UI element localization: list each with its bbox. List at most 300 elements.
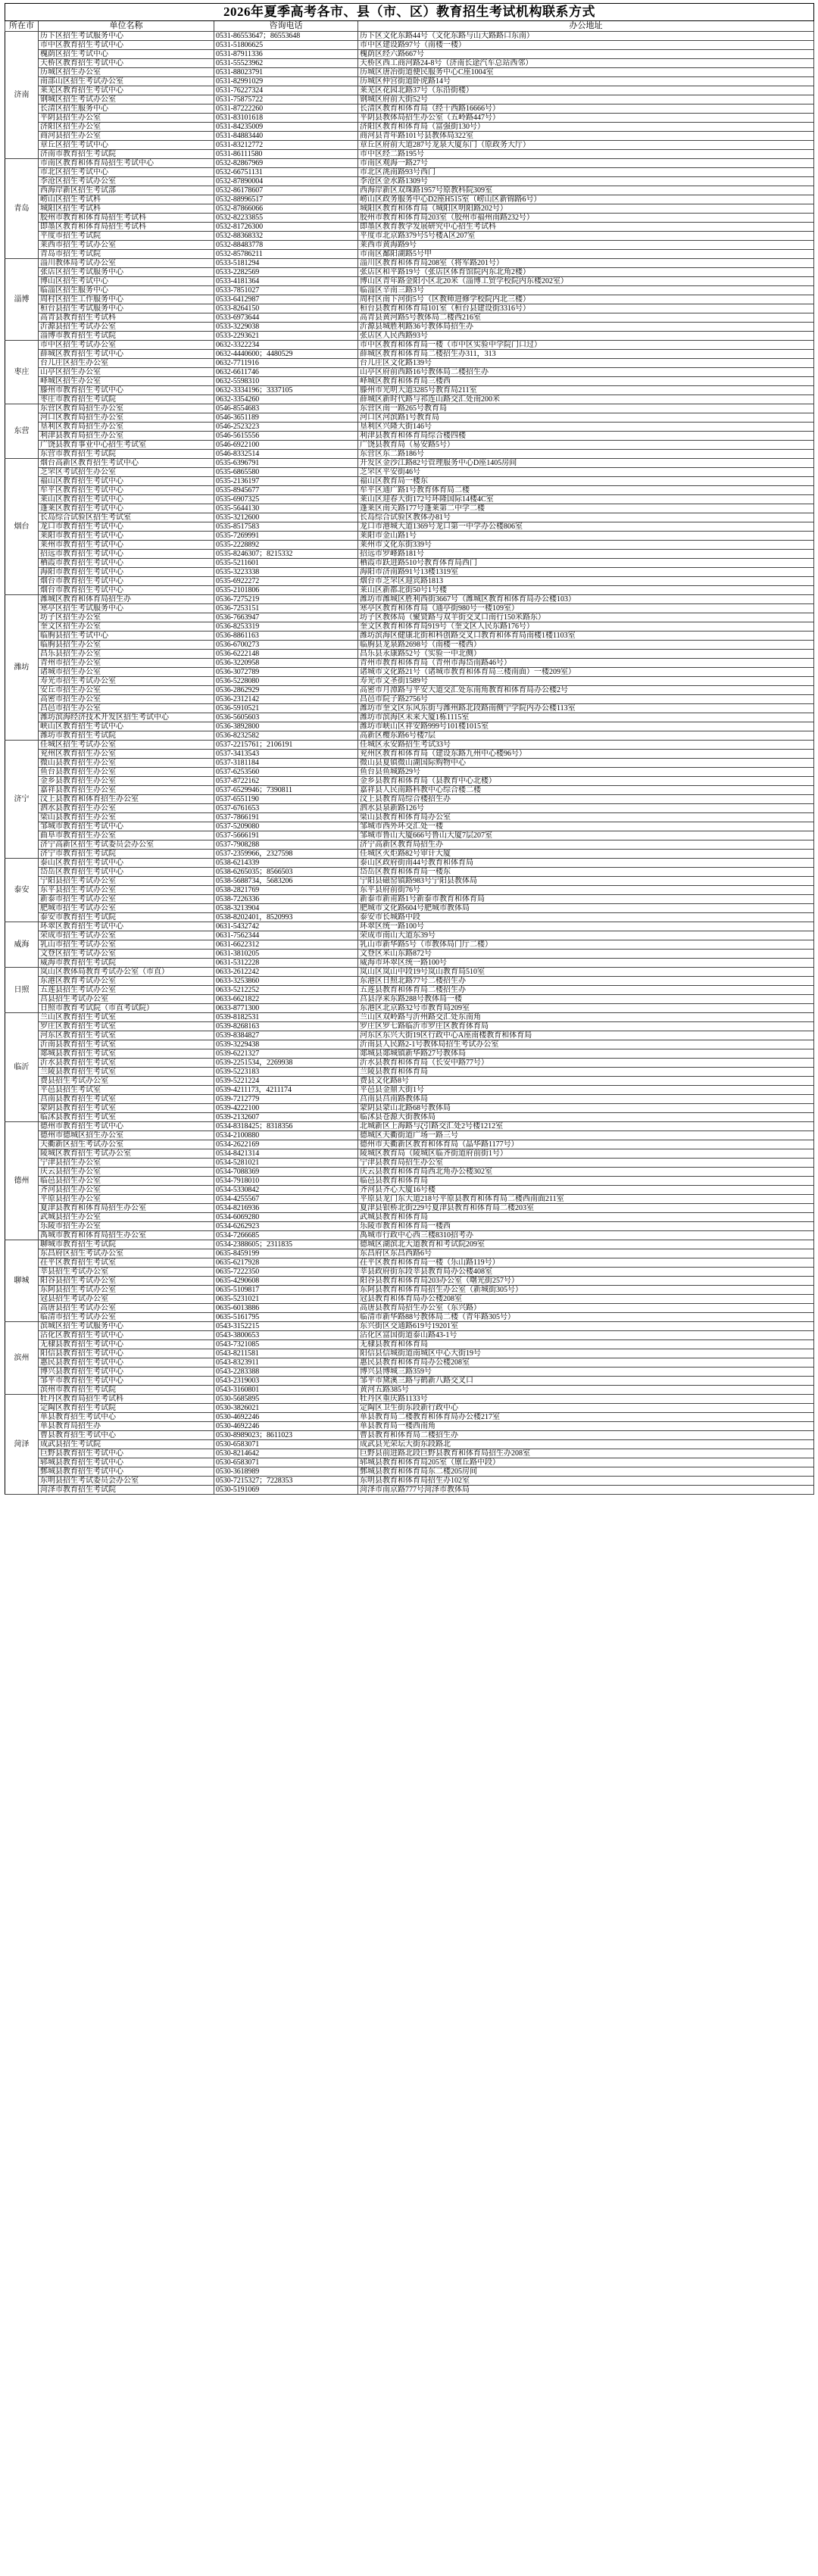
unit-name-cell: 东平县招生考试办公室	[39, 886, 214, 895]
unit-name-cell: 临朐县招生办公室	[39, 641, 214, 650]
phone-cell: 0536-5228080	[214, 677, 358, 686]
table-row	[5, 522, 814, 532]
phone-cell: 0531-86553647；86553648	[214, 32, 358, 41]
address-cell: 沂南县人民路2-1号教体局招生考试办公室	[358, 1040, 814, 1049]
table-row	[5, 1049, 814, 1059]
phone-cell: 0539-7212779	[214, 1095, 358, 1104]
table-row	[5, 668, 814, 677]
unit-name-cell: 莒南县教育招生考试室	[39, 1095, 214, 1104]
column-header-address: 办公地址	[358, 21, 814, 32]
address-cell: 郓城县教育和体育局205室（廪丘路中段）	[358, 1458, 814, 1467]
unit-name-cell: 张店区招生考试服务中心	[39, 268, 214, 277]
table-row	[5, 550, 814, 559]
table-row	[5, 722, 814, 731]
table-row	[5, 1313, 814, 1322]
phone-cell: 0530-4692246	[214, 1413, 358, 1422]
unit-name-cell: 平阴县招生办公室	[39, 114, 214, 123]
address-cell: 肥城市文化路604号肥城市教体局	[358, 904, 814, 913]
address-cell: 平邑县金鼎大街1号	[358, 1086, 814, 1095]
table-row	[5, 50, 814, 59]
unit-name-cell: 菏泽市教育招生考试院	[39, 1486, 214, 1495]
phone-cell: 0536-8232582	[214, 731, 358, 741]
unit-name-cell: 蒙阴县教育招生考试室	[39, 1104, 214, 1113]
table-row	[5, 1022, 814, 1031]
table-row	[5, 1458, 814, 1467]
phone-cell: 0632-3322234	[214, 341, 358, 350]
phone-cell: 0537-3413543	[214, 750, 358, 759]
phone-cell: 0535-5211601	[214, 559, 358, 568]
address-cell: 即墨区教育教学发展研究中心招生考试科	[358, 223, 814, 232]
table-row	[5, 795, 814, 804]
address-cell: 历城区唐冶街道便民服务中心C座1004室	[358, 68, 814, 77]
phone-cell: 0533-5181294	[214, 259, 358, 268]
address-cell: 潍坊市滨海区未来大厦1栋1115室	[358, 713, 814, 722]
address-cell: 鱼台县鱼城路29号	[358, 768, 814, 777]
unit-name-cell: 阳谷县招生考试办公室	[39, 1277, 214, 1286]
table-row	[5, 959, 814, 968]
address-cell: 莱州市文化东街339号	[358, 541, 814, 550]
unit-name-cell: 泰安市教育招生考试院	[39, 913, 214, 922]
unit-name-cell: 淄博市教育招生考试院	[39, 332, 214, 341]
phone-cell: 0532-88996517	[214, 195, 358, 204]
unit-name-cell: 任城区招生考试办公室	[39, 741, 214, 750]
unit-name-cell: 新泰市招生考试办公室	[39, 895, 214, 904]
table-row	[5, 1231, 814, 1240]
table-row	[5, 1486, 814, 1495]
phone-cell: 0531-51806625	[214, 41, 358, 50]
unit-name-cell: 牡丹区教育局招生考试科	[39, 1395, 214, 1404]
table-row	[5, 922, 814, 931]
address-cell: 临淄区辛南三路3号	[358, 286, 814, 295]
address-cell: 栖霞市跃进路510号教育体育局西门	[358, 559, 814, 568]
address-cell: 平度市北京路379号5号楼A区207室	[358, 232, 814, 241]
phone-cell: 0532-86178607	[214, 186, 358, 195]
unit-name-cell: 郓城县教育招生考试中心	[39, 1458, 214, 1467]
unit-name-cell: 乳山市招生考试办公室	[39, 940, 214, 950]
phone-cell: 0536-7663947	[214, 613, 358, 622]
unit-name-cell: 莱芜区教育招生考试中心	[39, 86, 214, 95]
unit-name-cell: 博兴县教育招生考试中心	[39, 1368, 214, 1377]
contact-table	[5, 3, 814, 1495]
table-row	[5, 1204, 814, 1213]
phone-cell: 0530-5685895	[214, 1395, 358, 1404]
city-cell: 德州	[5, 1122, 39, 1240]
unit-name-cell: 商河县招生办公室	[39, 132, 214, 141]
unit-name-cell: 城阳区招生考试科	[39, 204, 214, 214]
address-cell: 蒙阴县蒙山北路68号教体局	[358, 1104, 814, 1113]
phone-cell: 0543-3160801	[214, 1386, 358, 1395]
address-cell: 泗水县泉新路126号	[358, 804, 814, 813]
phone-cell: 0536-8253319	[214, 622, 358, 632]
table-row	[5, 68, 814, 77]
phone-cell: 0532-85786211	[214, 250, 358, 259]
table-row	[5, 1177, 814, 1186]
phone-cell: 0533-6973644	[214, 313, 358, 323]
city-cell: 泰安	[5, 859, 39, 922]
unit-name-cell: 单县教育局招生办	[39, 1422, 214, 1431]
unit-name-cell: 曲阜市教育招生办公室	[39, 831, 214, 840]
unit-name-cell: 滨州市教育招生考试院	[39, 1386, 214, 1395]
city-cell: 临沂	[5, 1013, 39, 1122]
unit-name-cell: 费县招生考试办公室	[39, 1077, 214, 1086]
phone-cell: 0537-6551190	[214, 795, 358, 804]
unit-name-cell: 历城区招生办公室	[39, 68, 214, 77]
table-row	[5, 77, 814, 86]
table-row	[5, 1113, 814, 1122]
page-title: 2026年夏季高考各市、县（市、区）教育招生考试机构联系方式	[5, 4, 814, 21]
address-cell: 薛城区新时代路与祁连山路交汇处南200米	[358, 395, 814, 404]
unit-name-cell: 历下区招生考试服务中心	[39, 32, 214, 41]
address-cell: 张店区和平路19号（张店区体育馆院内东北角2楼）	[358, 268, 814, 277]
table-row	[5, 1104, 814, 1113]
city-cell: 济南	[5, 32, 39, 159]
address-cell: 利津县教育和体育局综合楼四楼	[358, 432, 814, 441]
table-row	[5, 950, 814, 959]
address-cell: 莱山区新都北街50号1号楼	[358, 586, 814, 595]
phone-cell: 0633-2612242	[214, 968, 358, 977]
address-cell: 沂水县教育和体育局（长安中路77号）	[358, 1059, 814, 1068]
unit-name-cell: 金乡县教育招生办公室	[39, 777, 214, 786]
address-cell: 陵城区教育局（陵城区临齐街道府前街1号）	[358, 1149, 814, 1159]
unit-name-cell: 武城县招生办公室	[39, 1213, 214, 1222]
phone-cell: 0534-8318425；8318356	[214, 1122, 358, 1131]
unit-name-cell: 沾化区教育招生考试中心	[39, 1331, 214, 1340]
address-cell: 无棣县教育和体育局	[358, 1340, 814, 1349]
address-cell: 罗庄区罗七路临沂市罗庄区教育体育局	[358, 1022, 814, 1031]
phone-cell: 0533-2282569	[214, 268, 358, 277]
unit-name-cell: 宁津县招生办公室	[39, 1159, 214, 1168]
unit-name-cell: 长岛综合试验区招生考试室	[39, 513, 214, 522]
table-row	[5, 459, 814, 468]
unit-name-cell: 市中区招生考试办公室	[39, 341, 214, 350]
table-row	[5, 195, 814, 204]
table-row	[5, 1149, 814, 1159]
phone-cell: 0535-2228892	[214, 541, 358, 550]
table-row	[5, 713, 814, 722]
unit-name-cell: 寒亭区招生考试服务中心	[39, 604, 214, 613]
address-cell: 潍坊市峡山区祥安路999号101楼1015室	[358, 722, 814, 731]
unit-name-cell: 梁山县教育招生办公室	[39, 813, 214, 822]
phone-cell: 0536-6222148	[214, 650, 358, 659]
unit-name-cell: 环翠区教育招生考试中心	[39, 922, 214, 931]
unit-name-cell: 芝罘区考试招生办公室	[39, 468, 214, 477]
phone-cell: 0633-6621822	[214, 995, 358, 1004]
unit-name-cell: 日照市教育考试院（市直考试院）	[39, 1004, 214, 1013]
phone-cell: 0536-7253151	[214, 604, 358, 613]
address-cell: 任城区永安路招生考试33号	[358, 741, 814, 750]
unit-name-cell: 兰陵县教育招生考试室	[39, 1068, 214, 1077]
phone-cell: 0535-3212600	[214, 513, 358, 522]
phone-cell: 0543-2283388	[214, 1368, 358, 1377]
phone-cell: 0538-5688734，5683206	[214, 877, 358, 886]
phone-cell: 0537-6761653	[214, 804, 358, 813]
unit-name-cell: 淄川教体局考试办公室	[39, 259, 214, 268]
table-row	[5, 204, 814, 214]
table-row	[5, 104, 814, 114]
address-cell: 东阿县教育和体育局招生办公室（新城街305号）	[358, 1286, 814, 1295]
phone-cell: 0632-4440600；4480529	[214, 350, 358, 359]
phone-cell: 0536-2312142	[214, 695, 358, 704]
phone-cell: 0533-3229038	[214, 323, 358, 332]
unit-name-cell: 临淄区招生服务中心	[39, 286, 214, 295]
unit-name-cell: 诸城市招生办公室	[39, 668, 214, 677]
unit-name-cell: 威海市教育招生考试院	[39, 959, 214, 968]
table-row	[5, 1368, 814, 1377]
table-row	[5, 241, 814, 250]
address-cell: 潍坊市潍城区胜利西街3667号（潍城区教育和体育局办公楼103）	[358, 595, 814, 604]
table-row	[5, 450, 814, 459]
unit-name-cell: 无棣县教育招生考试中心	[39, 1340, 214, 1349]
table-row	[5, 877, 814, 886]
address-cell: 寒亭区教育和体育局（通亭街980号一楼109室）	[358, 604, 814, 613]
unit-name-cell: 市北区招生考试中心	[39, 168, 214, 177]
table-row	[5, 759, 814, 768]
unit-name-cell: 峄城区招生办公室	[39, 377, 214, 386]
phone-cell: 0632-7711916	[214, 359, 358, 368]
unit-name-cell: 栖霞市教育招生考试中心	[39, 559, 214, 568]
phone-cell: 0534-2100880	[214, 1131, 358, 1140]
phone-cell: 0631-5432742	[214, 922, 358, 931]
phone-cell: 0531-55523962	[214, 59, 358, 68]
table-row	[5, 395, 814, 404]
phone-cell: 0546-8332514	[214, 450, 358, 459]
address-cell: 青州市教育和体育局（青州市海岱南路46号）	[358, 659, 814, 668]
address-cell: 莱芜区花园北路37号（东沿街楼）	[358, 86, 814, 95]
address-cell: 高唐县教育局招生办公室（东兴路）	[358, 1304, 814, 1313]
address-cell: 平阴县教体局招生办公室（五岭路447号）	[358, 114, 814, 123]
city-cell: 滨州	[5, 1322, 39, 1395]
unit-name-cell: 惠民县教育招生考试中心	[39, 1358, 214, 1368]
phone-cell: 0546-3651189	[214, 413, 358, 423]
unit-name-cell: 邹平市教育招生考试中心	[39, 1377, 214, 1386]
phone-cell: 0530-3826021	[214, 1404, 358, 1413]
table-row	[5, 59, 814, 68]
phone-cell: 0535-8945677	[214, 486, 358, 495]
address-cell: 河口区河滨路1号教育局	[358, 413, 814, 423]
unit-name-cell: 寿光市招生考试办公室	[39, 677, 214, 686]
address-cell: 高密市月潭路与平安大道交汇处东南角教育和体育局办公楼2号	[358, 686, 814, 695]
address-cell: 崂山区政务服务中心D2座H515室（崂山区新锦路6号）	[358, 195, 814, 204]
phone-cell: 0534-5330842	[214, 1186, 358, 1195]
table-row	[5, 41, 814, 50]
table-row	[5, 386, 814, 395]
unit-name-cell: 汶上县教育和体育招生办公室	[39, 795, 214, 804]
address-cell: 市南区鄱阳湖路5号甲	[358, 250, 814, 259]
phone-cell: 0537-2215761；2106191	[214, 741, 358, 750]
address-cell: 环翠区统一路100号	[358, 922, 814, 931]
phone-cell: 0532-82867969	[214, 159, 358, 168]
table-row	[5, 1349, 814, 1358]
table-row	[5, 577, 814, 586]
address-cell: 新泰市新甫路1号新泰市教育和体育局	[358, 895, 814, 904]
unit-name-cell: 沂南县教育招生考试室	[39, 1040, 214, 1049]
unit-name-cell: 临沭县教育招生考试室	[39, 1113, 214, 1122]
address-cell: 费县文化路8号	[358, 1077, 814, 1086]
unit-name-cell: 烟台市教育招生考试中心	[39, 577, 214, 586]
address-cell: 长清区教育和体育局（经十西路16666号）	[358, 104, 814, 114]
phone-cell: 0538-2821769	[214, 886, 358, 895]
unit-name-cell: 莒县招生考试办公室	[39, 995, 214, 1004]
table-row	[5, 1195, 814, 1204]
unit-name-cell: 邹城市教育招生考试中心	[39, 822, 214, 831]
phone-cell: 0539-5221224	[214, 1077, 358, 1086]
unit-name-cell: 平原县招生办公室	[39, 1195, 214, 1204]
address-cell: 任城区火炬路82号审计大厦	[358, 850, 814, 859]
unit-name-cell: 禹城市教育和体育局招生办公室	[39, 1231, 214, 1240]
address-cell: 东营区南一路265号教育局	[358, 404, 814, 413]
phone-cell: 0633-8771300	[214, 1004, 358, 1013]
address-cell: 嘉祥县人民南路科教中心综合楼二楼	[358, 786, 814, 795]
phone-cell: 0537-6253560	[214, 768, 358, 777]
phone-cell: 0533-4181364	[214, 277, 358, 286]
phone-cell: 0546-5615556	[214, 432, 358, 441]
address-cell: 福山区教育局一楼东	[358, 477, 814, 486]
phone-cell: 0533-7851027	[214, 286, 358, 295]
unit-name-cell: 莱山区教育招生考试中心	[39, 495, 214, 504]
unit-name-cell: 巨野县教育招生考试中心	[39, 1449, 214, 1458]
unit-name-cell: 周村区招生工作服务中心	[39, 295, 214, 304]
unit-name-cell: 蓬莱区教育招生考试中心	[39, 504, 214, 513]
table-row	[5, 1295, 814, 1304]
phone-cell: 0533-8264150	[214, 304, 358, 313]
address-cell: 市中区教育和体育局一楼（市中区实验中学院门口过）	[358, 341, 814, 350]
table-row	[5, 323, 814, 332]
address-cell: 槐荫区经六路667号	[358, 50, 814, 59]
unit-name-cell: 荣成市招生考试办公室	[39, 931, 214, 940]
phone-cell: 0635-5109817	[214, 1286, 358, 1295]
table-row	[5, 1467, 814, 1477]
unit-name-cell: 烟台市教育招生考试中心	[39, 586, 214, 595]
phone-cell: 0632-3354260	[214, 395, 358, 404]
address-cell: 巨野县前进路北段巨野县教育和体育局招生办208室	[358, 1449, 814, 1458]
phone-cell: 0530-6583071	[214, 1440, 358, 1449]
address-cell: 微山县夏镇微山湖国际购物中心	[358, 759, 814, 768]
phone-cell: 0536-3072789	[214, 668, 358, 677]
table-row	[5, 413, 814, 423]
unit-name-cell: 东营市教育招生考试院	[39, 450, 214, 459]
phone-cell: 0538-6265035；8566503	[214, 868, 358, 877]
phone-cell: 0532-81726300	[214, 223, 358, 232]
phone-cell: 0539-8384827	[214, 1031, 358, 1040]
phone-cell: 0536-3220958	[214, 659, 358, 668]
unit-name-cell: 泰山区教育招生考试中心	[39, 859, 214, 868]
address-cell: 博山区青年路金阳小区北20米（淄博工贸学校院内东楼202室）	[358, 277, 814, 286]
table-row	[5, 804, 814, 813]
address-cell: 莱西市黄海路9号	[358, 241, 814, 250]
unit-name-cell: 烟台高新区教育招生考试中心	[39, 459, 214, 468]
phone-cell: 0537-7866191	[214, 813, 358, 822]
table-row	[5, 304, 814, 313]
phone-cell: 0531-88023791	[214, 68, 358, 77]
unit-name-cell: 文登区招生考试办公室	[39, 950, 214, 959]
unit-name-cell: 东营区教育局招生办公室	[39, 404, 214, 413]
address-cell: 牟平区通广路1号教育体育局二楼	[358, 486, 814, 495]
table-row	[5, 1186, 814, 1195]
address-cell: 潍坊市奎文区东风东街与潍州路北段路南侧宁学院内办公楼113室	[358, 704, 814, 713]
table-row	[5, 1222, 814, 1231]
table-row	[5, 968, 814, 977]
unit-name-cell: 市南区教育和体育局招生考试中心	[39, 159, 214, 168]
table-row	[5, 768, 814, 777]
address-cell: 邹城市鲁山大厦666号鲁山大厦7层207室	[358, 831, 814, 840]
unit-name-cell: 垦利区教育局招生办公室	[39, 423, 214, 432]
table-row	[5, 141, 814, 150]
address-cell: 济宁高新区教育局招生办	[358, 840, 814, 850]
address-cell: 李沧区金水路1309号	[358, 177, 814, 186]
unit-name-cell: 平邑县招生考试室	[39, 1086, 214, 1095]
address-cell: 单县教育局一楼西南角	[358, 1422, 814, 1431]
unit-name-cell: 东港区教育考试办公室	[39, 977, 214, 986]
address-cell: 宁津县教育局招生办公室	[358, 1159, 814, 1168]
address-cell: 东昌府区东昌西路6号	[358, 1249, 814, 1258]
unit-name-cell: 博山区招生考试中心	[39, 277, 214, 286]
phone-cell: 0537-6529946；7390811	[214, 786, 358, 795]
unit-name-cell: 曹县教育招生考试中心	[39, 1431, 214, 1440]
phone-cell: 0546-2523223	[214, 423, 358, 432]
phone-cell: 0632-6611746	[214, 368, 358, 377]
address-cell: 天桥区西工商河路24-8号（济南长途汽车总站西邻）	[358, 59, 814, 68]
table-row	[5, 995, 814, 1004]
unit-name-cell: 河口区教育局招生办公室	[39, 413, 214, 423]
phone-cell: 0631-7562344	[214, 931, 358, 940]
table-row	[5, 1095, 814, 1104]
unit-name-cell: 肥城市招生考试办公室	[39, 904, 214, 913]
table-row	[5, 1122, 814, 1131]
table-row	[5, 1395, 814, 1404]
unit-name-cell: 广饶县教育事业中心招生考试室	[39, 441, 214, 450]
phone-cell: 0539-4211173，4211174	[214, 1086, 358, 1095]
address-cell: 文登区米山东路872号	[358, 950, 814, 959]
phone-cell: 0531-83101618	[214, 114, 358, 123]
table-row	[5, 1077, 814, 1086]
address-cell: 市南区观海一路27号	[358, 159, 814, 168]
address-cell: 乐陵市教育和体育局一楼西	[358, 1222, 814, 1231]
table-row	[5, 1422, 814, 1431]
address-cell: 平原县龙门东大道218号平原县教育和体育局二楼西南面211室	[358, 1195, 814, 1204]
table-row	[5, 632, 814, 641]
unit-name-cell: 市中区教育招生考试中心	[39, 41, 214, 50]
unit-name-cell: 天衢新区招生考试办公室	[39, 1140, 214, 1149]
city-cell: 青岛	[5, 159, 39, 259]
address-cell: 烟台市芝罘区迎宾路1813	[358, 577, 814, 586]
address-cell: 茌平区教育和体育局一楼（乐山路119号）	[358, 1258, 814, 1268]
phone-cell: 0536-2862929	[214, 686, 358, 695]
phone-cell: 0531-84235009	[214, 123, 358, 132]
phone-cell: 0537-2359966，2327598	[214, 850, 358, 859]
phone-cell: 0535-6907325	[214, 495, 358, 504]
address-cell: 兖州区教育和体育局（建设东路九州中心楼96号）	[358, 750, 814, 759]
address-cell: 鄄城县教育和体育局东二楼205房间	[358, 1467, 814, 1477]
table-row	[5, 859, 814, 868]
address-cell: 兰山区双岭路与沂州路交汇处东南角	[358, 1013, 814, 1022]
phone-cell: 0532-88483778	[214, 241, 358, 250]
address-cell: 定陶区卫生街东段新行政中心	[358, 1404, 814, 1413]
unit-name-cell: 东昌府区招生考试办公室	[39, 1249, 214, 1258]
table-row	[5, 95, 814, 104]
unit-name-cell: 成武县招生考试院	[39, 1440, 214, 1449]
unit-name-cell: 泗水县教育招生办公室	[39, 804, 214, 813]
phone-cell: 0632-5598310	[214, 377, 358, 386]
table-row	[5, 350, 814, 359]
table-row	[5, 377, 814, 386]
address-cell: 临邑县教育和体育局	[358, 1177, 814, 1186]
address-cell: 东港区北京路32号市教育局209室	[358, 1004, 814, 1013]
phone-cell: 0535-5644130	[214, 504, 358, 513]
table-row	[5, 86, 814, 95]
phone-cell: 0539-4222100	[214, 1104, 358, 1113]
table-row	[5, 1068, 814, 1077]
unit-name-cell: 济宁高新区招生考试委员会办公室	[39, 840, 214, 850]
